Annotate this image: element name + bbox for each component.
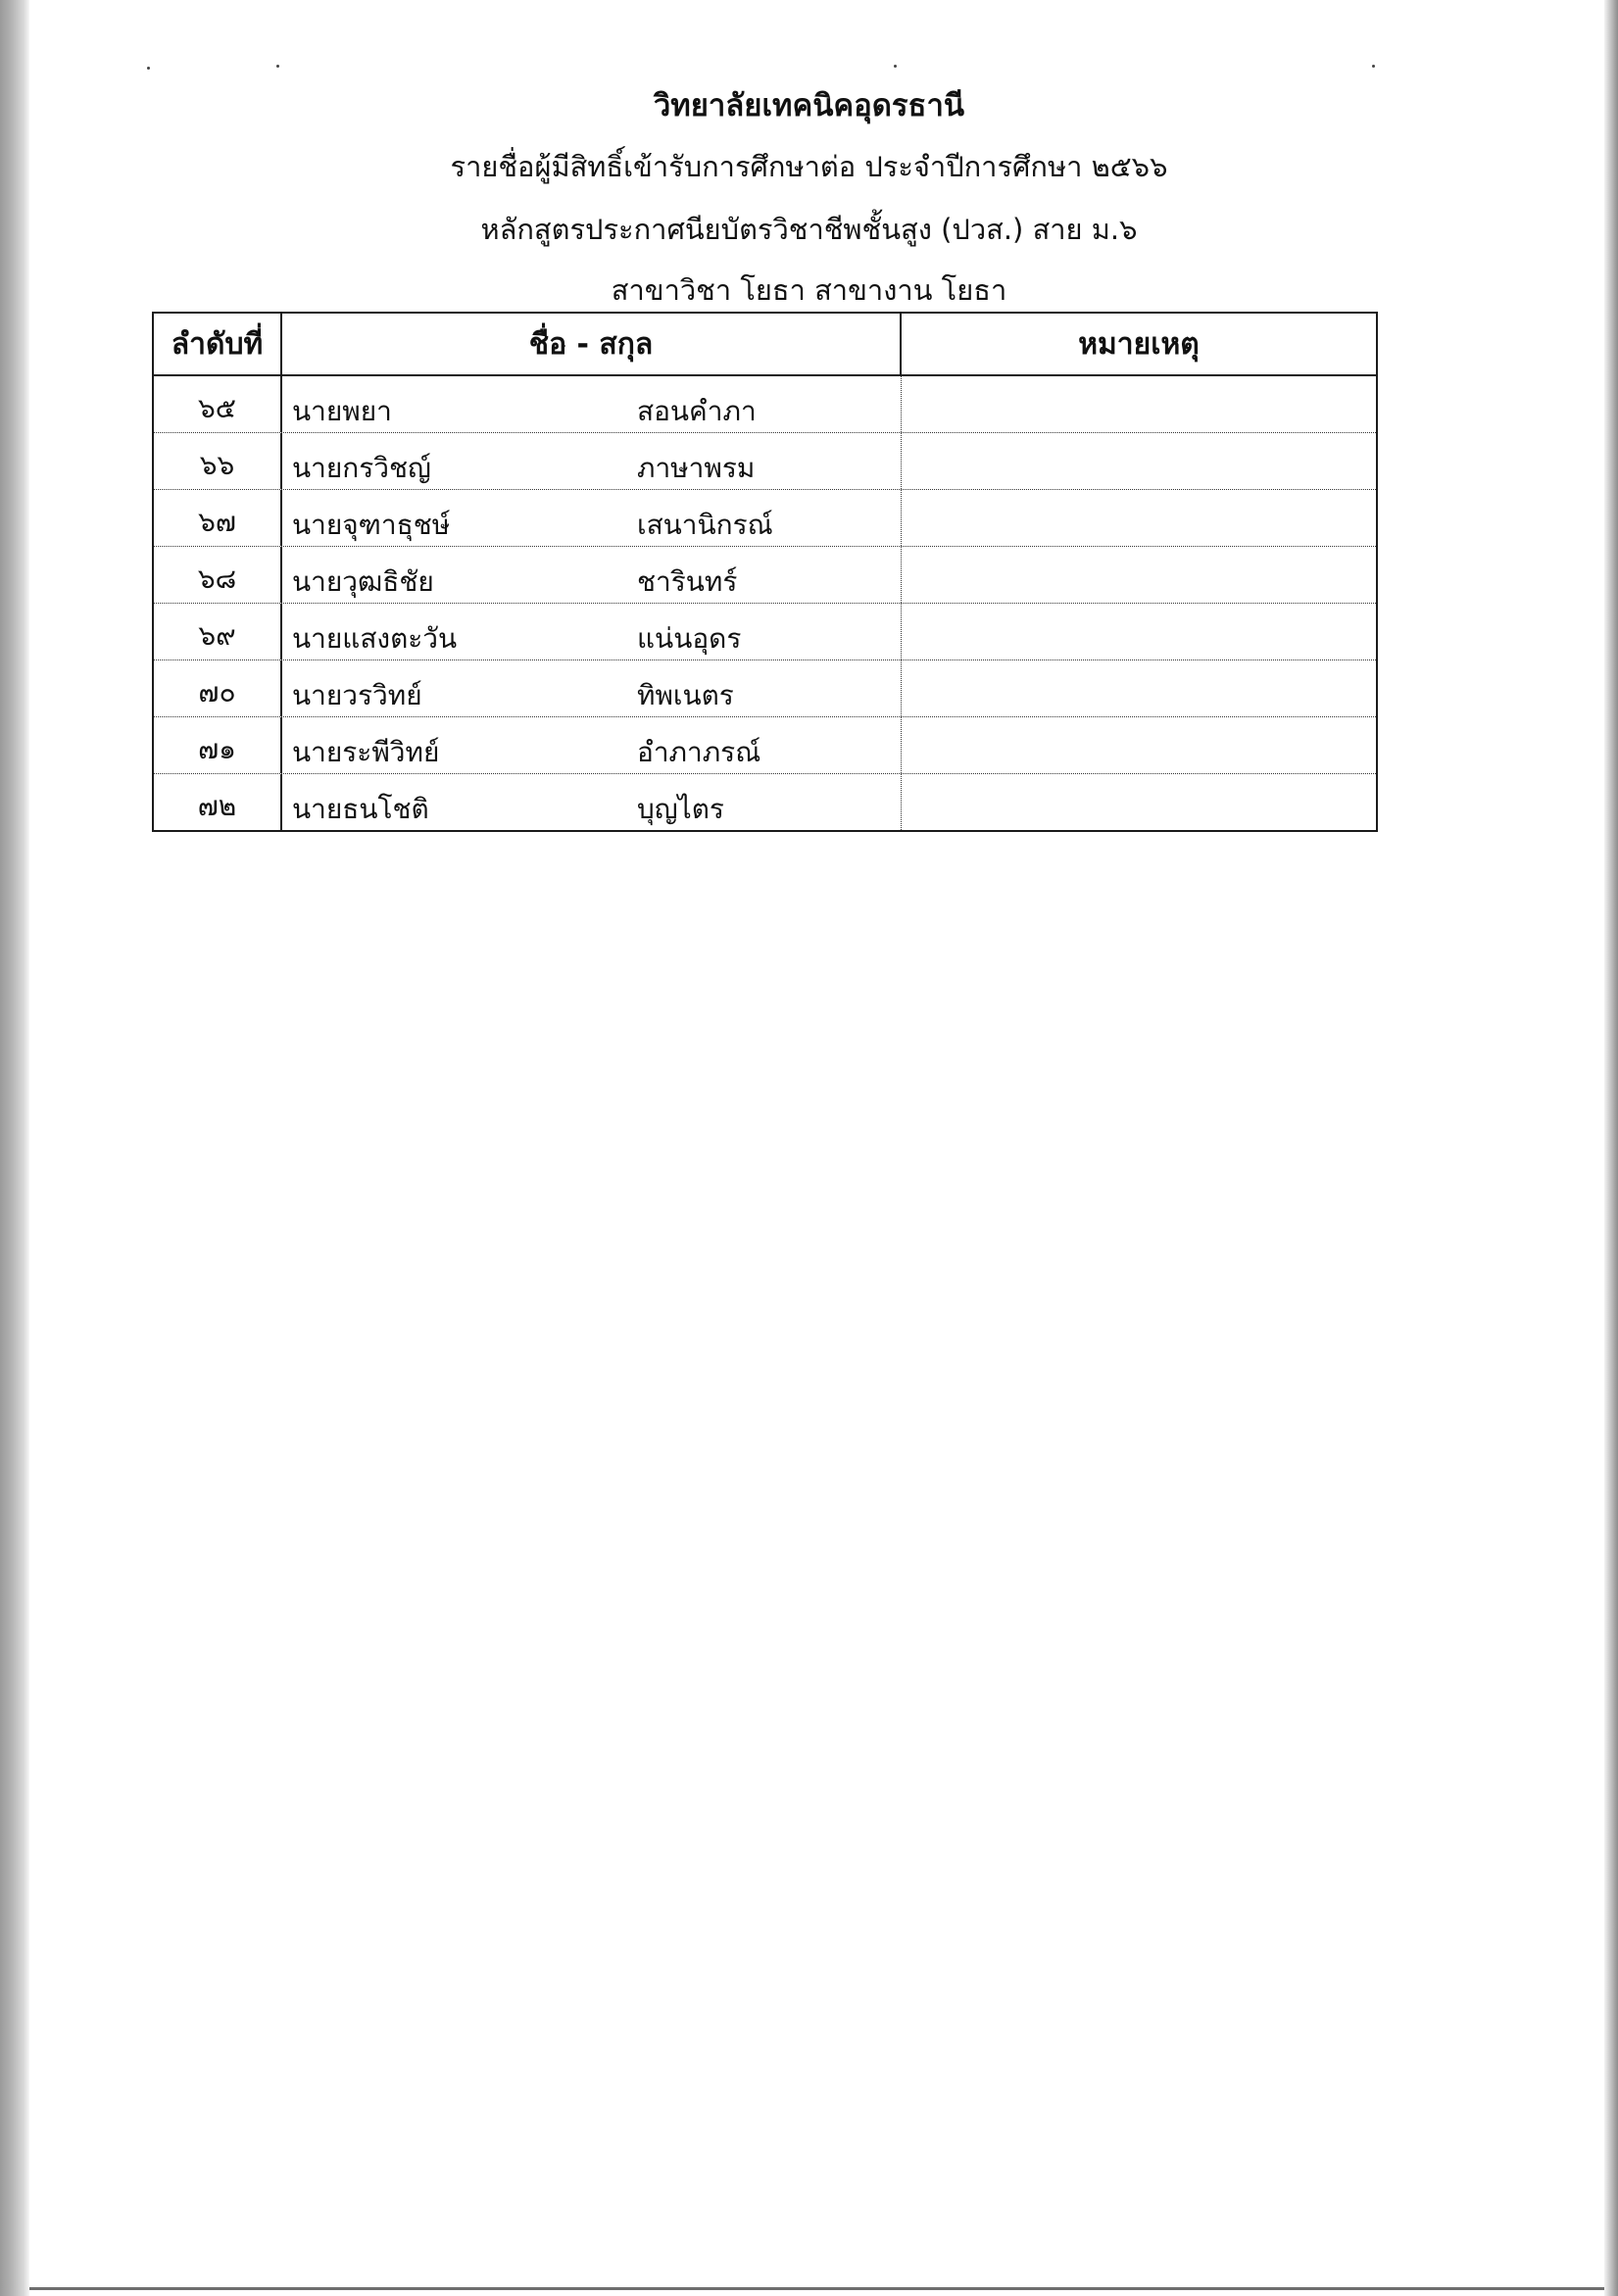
last-name: สอนคำภา (637, 395, 757, 427)
table-row (154, 433, 1376, 490)
row-name-cell (282, 717, 902, 773)
department-title: สาขาวิชา โยธา สาขางาน โยธา (611, 273, 1007, 307)
column-header-remark: หมายเหตุ (1078, 326, 1200, 362)
row-number: ๗๐ (154, 660, 282, 716)
table-row (154, 660, 1376, 717)
row-number: ๖๙ (154, 604, 282, 659)
row-remark (902, 433, 1376, 489)
row-name-cell (282, 604, 902, 659)
first-name: นายกรวิชญ์ (292, 452, 431, 484)
row-remark (902, 376, 1376, 432)
last-name: ชารินทร์ (637, 565, 738, 598)
column-header-name: ชื่อ - สกุล (282, 314, 902, 374)
row-number: ๖๗ (154, 490, 282, 546)
scan-right-edge (1604, 0, 1618, 2296)
row-number: ๖๖ (154, 433, 282, 489)
table-row (154, 604, 1376, 660)
table-row (154, 717, 1376, 774)
list-subtitle: รายชื่อผู้มีสิทธิ์เข้ารับการศึกษาต่อ ประจำปีการศึกษา ๒๕๖๖ (450, 150, 1168, 183)
row-remark (902, 604, 1376, 659)
first-name: นายวรวิทย์ (292, 679, 422, 711)
row-name-cell (282, 490, 902, 546)
table-row (154, 376, 1376, 433)
first-name: นายธนโชติ (292, 793, 429, 825)
scan-bottom-line (29, 2287, 1604, 2290)
last-name: แน่นอุดร (637, 622, 742, 655)
scan-speck (894, 65, 897, 68)
table-header (154, 314, 1376, 376)
row-number: ๖๕ (154, 376, 282, 432)
first-name: นายวุฒธิชัย (292, 565, 434, 598)
row-name-cell (282, 376, 902, 432)
table-row (154, 774, 1376, 830)
last-name: อำภาภรณ์ (637, 736, 761, 768)
row-number: ๖๘ (154, 547, 282, 603)
row-remark (902, 774, 1376, 830)
row-remark (902, 547, 1376, 603)
last-name: บุญไตร (637, 793, 724, 825)
row-number: ๗๒ (154, 774, 282, 830)
row-remark (902, 490, 1376, 546)
last-name: ทิพเนตร (637, 679, 734, 711)
column-header-number: ลำดับที่ (154, 314, 282, 374)
scan-speck (276, 65, 279, 68)
table-row (154, 547, 1376, 604)
scan-speck (1372, 65, 1375, 68)
first-name: นายระพีวิทย์ (292, 736, 440, 768)
row-remark (902, 660, 1376, 716)
program-title: หลักสูตรประกาศนียบัตรวิชาชีพชั้นสูง (ปวส.) สาย ม.๖ (480, 213, 1138, 246)
row-remark (902, 717, 1376, 773)
first-name: นายพยา (292, 395, 392, 427)
row-name-cell (282, 433, 902, 489)
row-name-cell (282, 660, 902, 716)
first-name: นายจุฑาธุชษ์ (292, 509, 451, 541)
row-name-cell (282, 547, 902, 603)
first-name: นายแสงตะวัน (292, 622, 458, 655)
last-name: ภาษาพรม (637, 452, 756, 484)
college-title: วิทยาลัยเทคนิคอุดรธานี (653, 88, 965, 123)
last-name: เสนานิกรณ์ (637, 509, 773, 541)
scan-speck (147, 67, 150, 70)
scan-left-edge (0, 0, 29, 2296)
student-table (152, 312, 1378, 832)
row-number: ๗๑ (154, 717, 282, 773)
row-name-cell (282, 774, 902, 830)
table-row (154, 490, 1376, 547)
